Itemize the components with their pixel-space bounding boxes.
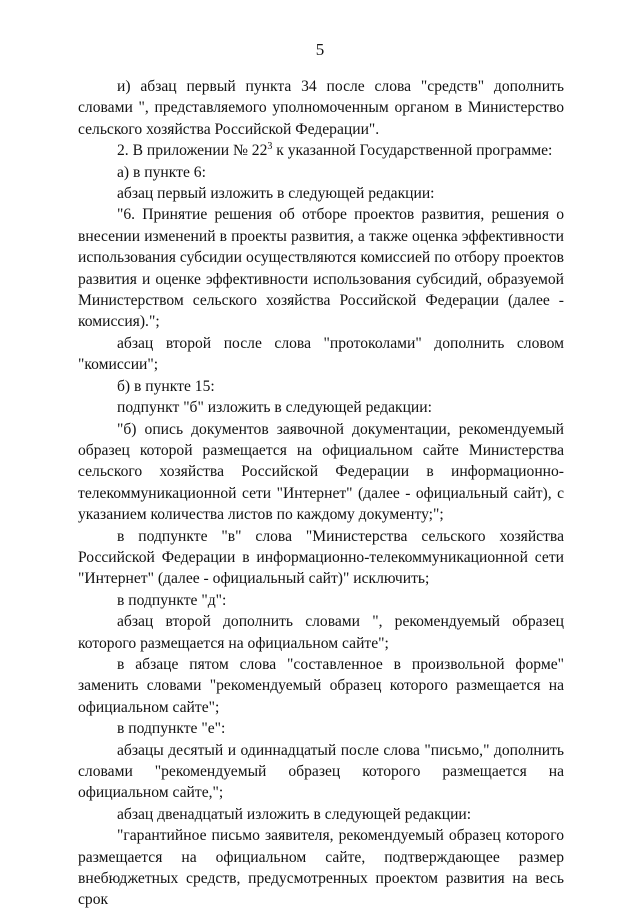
paragraph-inventory: "б) опись документов заявочной документации, рекомендуемый образец которой размещается на официальном сайте Министерства сельского хозяйства Российской Федерации в информационно-телекоммуникационной сети "Интернет" (далее - официальный сайт), с указанием количества листов по каждому документу;"; [78, 420, 564, 524]
paragraph-subpoint-e: в подпункте "е": [117, 720, 226, 738]
paragraph-abzac-second: абзац второй после слова "протоколами" дополнить словом "комиссии"; [78, 334, 564, 374]
paragraph-item-a: а) в пункте 6: [117, 163, 206, 181]
paragraph-abzac-first: абзац первый изложить в следующей редакции: [117, 185, 435, 203]
paragraph-item-i: и) абзац первый пункта 34 после слова "средств" дополнить словами ", представляемого уполномоченным органом в Министерство сельского хозяйства Российской Федерации". [78, 78, 564, 138]
paragraph-guarantee-letter: "гарантийное письмо заявителя, рекомендуемый образец которого размещается на официальном сайте, подтверждающее размер внебюджетных средств, предусмотренных проектом развития на весь срок [78, 827, 564, 909]
page-number: 5 [315, 40, 325, 59]
paragraph-appendix-22-head: 2. В приложении № 22 [117, 142, 268, 160]
appendix-superscript: 3 [267, 141, 273, 153]
paragraph-abzac-fifth: в абзаце пятом слова "составленное в произвольной форме" заменить словами "рекомендуемый образец которого размещается на официальном сайте"; [78, 655, 564, 716]
paragraph-abzac-12: абзац двенадцатый изложить в следующей редакции: [117, 805, 472, 823]
paragraph-subpoint-v: в подпункте "в" слова "Министерства сельского хозяйства Российской Федерации в информационно-телекоммуникационной сети "Интернет" (далее - официальный сайт)" исключить; [78, 527, 564, 588]
paragraph-abzac-second-d: абзац второй дополнить словами ", рекомендуемый образец которого размещается на официальном сайте"; [78, 613, 564, 652]
paragraph-point-6: "6. Принятие решения об отборе проектов развития, решения о внесении изменений в проекты развития, а также оценка эффективности использования субсидии осуществляются комиссией по отбору проектов развития и оценке эффективности использования субсидий, образуемой Министерством сельского хозяйства Российской Федерации (далее - комиссия)."; [78, 206, 564, 331]
paragraph-appendix-22 [78, 140, 564, 161]
paragraph-item-b: б) в пункте 15: [117, 377, 215, 395]
paragraph-subpoint-b: подпункт "б" изложить в следующей редакции: [117, 399, 432, 417]
paragraph-appendix-22-tail: к указанной Государственной программе: [272, 142, 553, 160]
paragraph-abzac-10-11: абзацы десятый и одиннадцатый после слова "письмо," дополнить словами "рекомендуемый образец которого размещается на официальном сайте,"; [78, 741, 564, 802]
document-body [78, 76, 564, 911]
paragraph-subpoint-d: в подпункте "д": [117, 591, 227, 609]
